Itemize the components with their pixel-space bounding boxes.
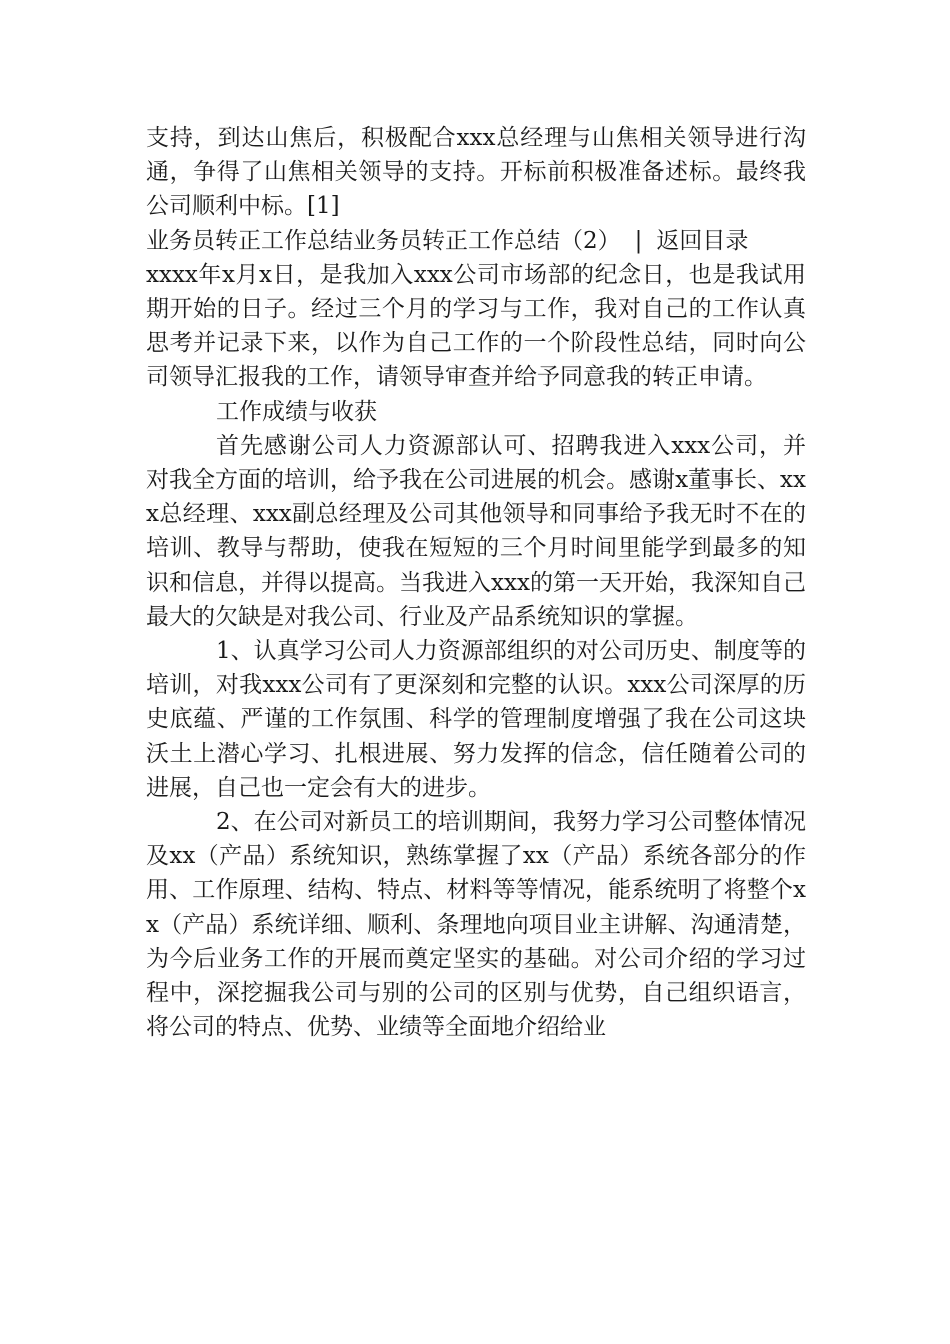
separator: | — [634, 227, 643, 254]
paragraph-continuation: 支持，到达山焦后，积极配合xxx总经理与山焦相关领导进行沟通，争得了山焦相关领导的支持。开标前积极准备述标。最终我公司顺利中标。[1] — [146, 125, 806, 220]
item-2-paragraph: 2、在公司对新员工的培训期间，我努力学习公司整体情况及xx（产品）系统知识，熟练掌握了xx（产品）系统各部分的作用、工作原理、结构、特点、材料等等情况，能系统明了将整个xx（产品）系统详细、顺利、条理地向项目业主讲解、沟通清楚，为今后业务工作的开展而奠定坚实的基础。对公司介绍的学习过程中，深挖掘我公司与别的公司的区别与优势，自己组织语言，将公司的特点、优势、业绩等全面地介绍给业 — [146, 809, 806, 1041]
section-title: 业务员转正工作总结业务员转正工作总结（2） — [146, 227, 621, 254]
section-heading — [146, 224, 806, 258]
item-1-paragraph: 1、认真学习公司人力资源部组织的对公司历史、制度等的培训，对我xxx公司有了更深刻和完整的认识。xxx公司深厚的历史底蕴、严谨的工作氛围、科学的管理制度增强了我在公司这块沃土上潜心学习、扎根进展、努力发挥的信念，信任随着公司的进展，自己也一定会有大的进步。 — [146, 638, 806, 801]
thanks-paragraph: 首先感谢公司人力资源部认可、招聘我进入xxx公司，并对我全方面的培训，给予我在公司进展的机会。感谢x董事长、xxx总经理、xxx副总经理及公司其他领导和同事给予我无时不在的培训、教导与帮助，使我在短短的三个月时间里能学到最多的知识和信息，并得以提高。当我进入xxx的第一天开始，我深知自己最大的欠缺是对我公司、行业及产品系统知识的掌握。 — [146, 432, 806, 630]
intro-paragraph: xxxx年x月x日，是我加入xxx公司市场部的纪念日，也是我试用期开始的日子。经过三个月的学习与工作，我对自己的工作认真思考并记录下来，以作为自己工作的一个阶段性总结，同时向公司领导汇报我的工作，请领导审查并给予同意我的转正申请。 — [146, 261, 806, 391]
back-to-toc-link[interactable]: 返回目录 — [656, 227, 749, 254]
subheading: 工作成绩与收获 — [216, 398, 377, 425]
document-page — [146, 121, 806, 1044]
